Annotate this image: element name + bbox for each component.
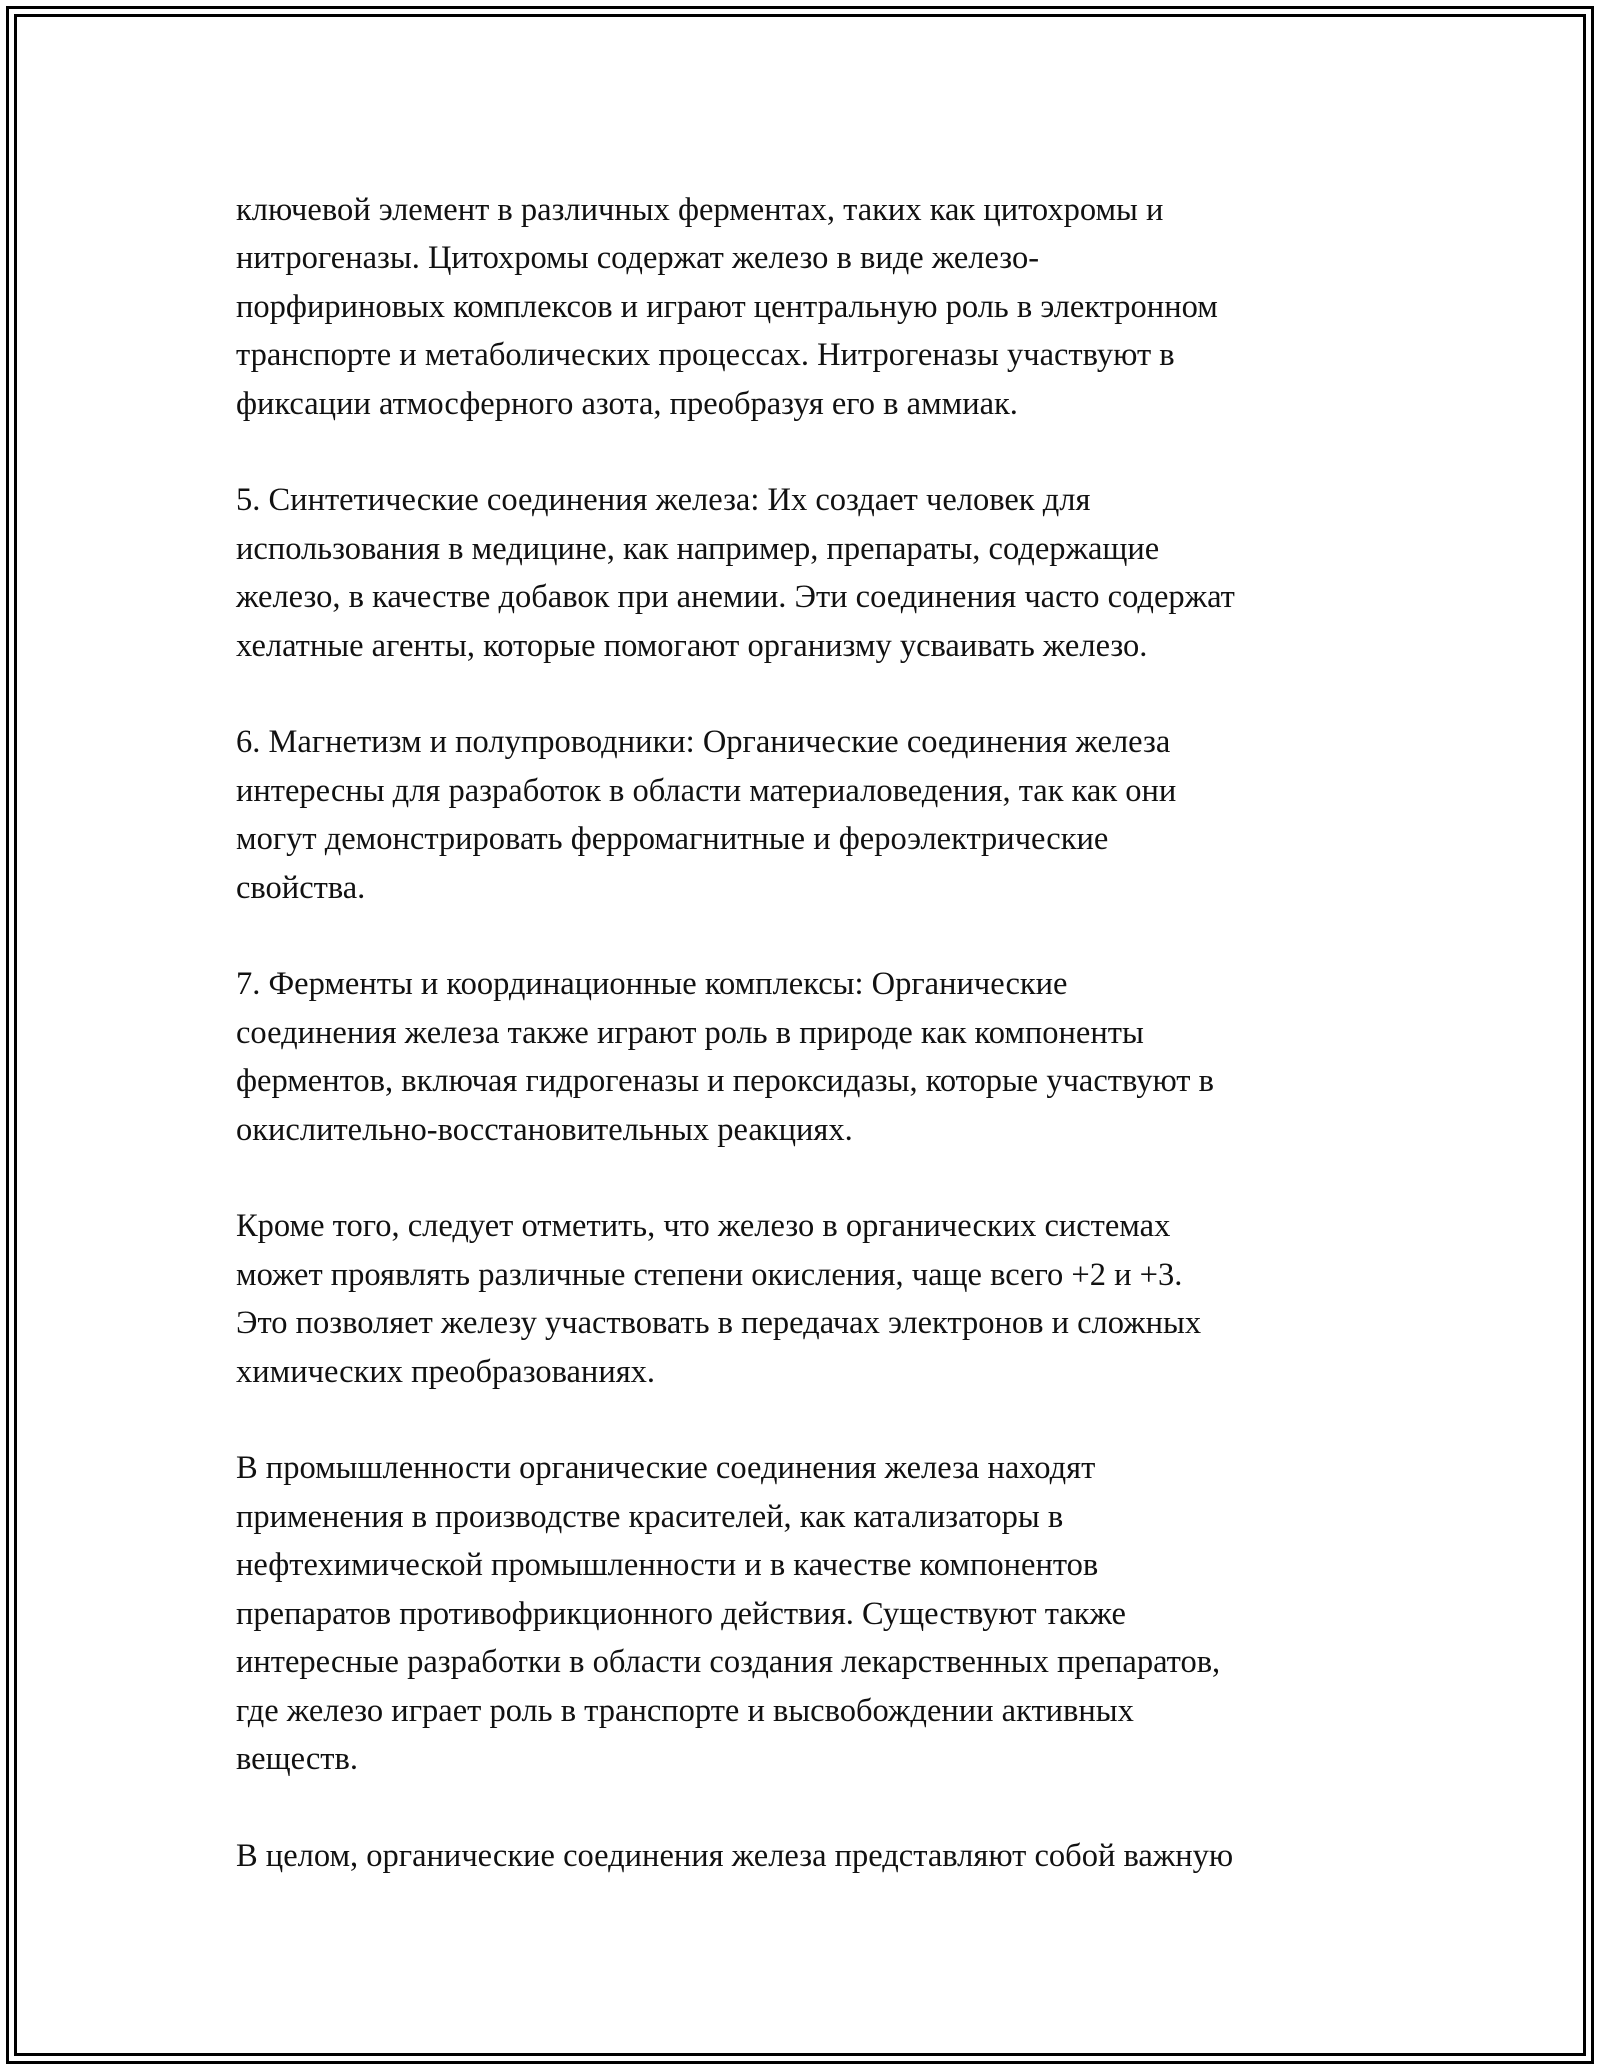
text-line: нефтехимической промышленности и в качестве компонентов (236, 1547, 1099, 1584)
text-line: нитрогеназы. Цитохромы содержат железо в виде железо- (236, 240, 1040, 277)
text-line: 7. Ферменты и координационные комплексы: Органические (236, 966, 1068, 1003)
text-line: применения в производстве красителей, как катализаторы в (236, 1498, 1064, 1535)
paragraph-item-6 (236, 718, 1416, 912)
text-line: свойства. (236, 869, 366, 906)
paragraph-conclusion (236, 1832, 1416, 1880)
paragraph-industry (236, 1444, 1416, 1783)
text-line: ферментов, включая гидрогеназы и пероксидазы, которые участвуют в (236, 1063, 1214, 1100)
paragraph-item-5 (236, 476, 1416, 670)
text-line: 5. Синтетические соединения железа: Их создает человек для (236, 482, 1091, 519)
text-line: могут демонстрировать ферромагнитные и фероэлектрические (236, 821, 1109, 858)
text-line: фиксации атмосферного азота, преобразуя его в аммиак. (236, 385, 1018, 422)
text-line: окислительно-восстановительных реакциях. (236, 1111, 853, 1148)
text-line: Кроме того, следует отметить, что железо в органических системах (236, 1208, 1171, 1245)
text-line: железо, в качестве добавок при анемии. Эти соединения часто содержат (236, 579, 1235, 616)
text-line: где железо играет роль в транспорте и высвобождении активных (236, 1692, 1134, 1729)
paragraph-item-7 (236, 960, 1416, 1154)
text-line: соединения железа также играют роль в природе как компоненты (236, 1014, 1144, 1051)
paragraph-oxidation-states (236, 1202, 1416, 1396)
text-line: ключевой элемент в различных ферментах, таких как цитохромы и (236, 192, 1164, 228)
text-line: интересны для разработок в области материаловедения, так как они (236, 772, 1177, 809)
text-line: интересные разработки в области создания лекарственных препаратов, (236, 1644, 1221, 1681)
text-line: 6. Магнетизм и полупроводники: Органические соединения железа (236, 724, 1171, 761)
text-line: транспорте и метаболических процессах. Нитрогеназы участвуют в (236, 337, 1175, 374)
text-line: В целом, органические соединения железа представляют собой важную (236, 1837, 1234, 1874)
text-line: может проявлять различные степени окисления, чаще всего +2 и +3. (236, 1256, 1183, 1293)
text-line: хелатные агенты, которые помогают организму усваивать железо. (236, 627, 1148, 664)
text-line: веществ. (236, 1740, 358, 1777)
text-line: использования в медицине, как например, препараты, содержащие (236, 530, 1160, 567)
text-line: химических преобразованиях. (236, 1353, 656, 1390)
paragraph-cytochromes (236, 186, 1416, 428)
text-line: препаратов противофрикционного действия. Существуют также (236, 1595, 1126, 1632)
text-line: порфириновых комплексов и играют центральную роль в электронном (236, 288, 1218, 325)
text-line: Это позволяет железу участвовать в передачах электронов и сложных (236, 1305, 1202, 1342)
text-line: В промышленности органические соединения железа находят (236, 1450, 1096, 1487)
document-body (236, 186, 1416, 1929)
